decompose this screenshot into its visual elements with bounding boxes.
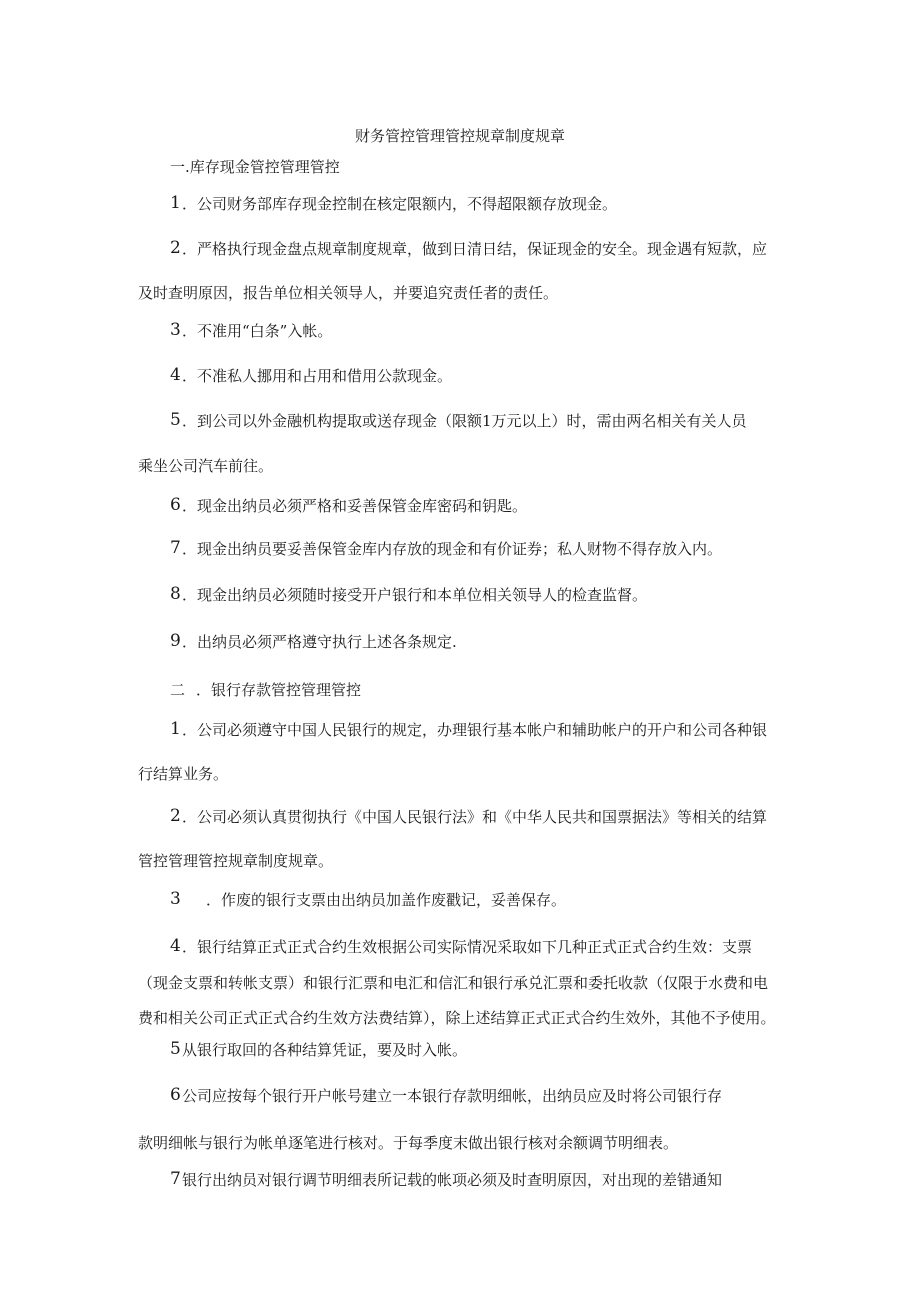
item-text: 银行出纳员对银行调节明细表所记载的帐项必须及时查明原因，对出现的差错通知 — [182, 1171, 723, 1189]
item-text: ．严格执行现金盘点规章制度规章，做到日清日结，保证现金的安全。现金遇有短款，应 — [182, 240, 768, 258]
item-number: 3 — [170, 889, 181, 909]
item-text: ．银行结算正式正式合约生效根据公司实际情况采取如下几种正式正式合约生效：支票 — [182, 938, 753, 956]
item-number: 3 — [170, 320, 181, 340]
item-text: 及时查明原因，报告单位相关领导人，并要追究责任者的责任。 — [138, 284, 559, 302]
item-number: 2 — [170, 806, 181, 826]
item-text: ．公司必须认真贯彻执行《中国人民银行法》和《中华人民共和国票据法》等相关的结算 — [182, 808, 768, 826]
item-number: 5 — [170, 1039, 181, 1059]
item-text: ．不准用“白条”入帐。 — [182, 322, 333, 340]
section-heading-number: 二 — [170, 681, 186, 699]
item-text: 款明细帐与银行为帐单逐笔进行核对。于每季度末做出银行核对余额调节明细表。 — [138, 1134, 679, 1152]
item-text: ．公司必须遵守中国人民银行的规定，办理银行基本帐户和辅助帐户的开户和公司各种银 — [182, 721, 768, 739]
item-text: ．不准私人挪用和占用和借用公款现金。 — [182, 367, 453, 385]
item-number: 1 — [170, 193, 181, 213]
item-text: 管控管理管控规章制度规章。 — [138, 852, 334, 870]
item-number: 9 — [170, 631, 181, 651]
item-number: 7 — [170, 538, 181, 558]
item-text: 从银行取回的各种结算凭证，要及时入帐。 — [182, 1041, 468, 1059]
item-number: 2 — [170, 238, 181, 258]
item-text: ．现金出纳员必须严格和妥善保管金库密码和钥匙。 — [182, 497, 528, 515]
item-text: 行结算业务。 — [138, 765, 229, 783]
item-text: ．到公司以外金融机构提取或送存现金（限额1万元以上）时，需由两名相关有关人员 — [182, 412, 747, 430]
item-text: （现金支票和转帐支票）和银行汇票和电汇和信汇和银行承兑汇票和委托收款（仅限于水费和电 — [138, 974, 769, 992]
item-text: ．出纳员必须严格遵守执行上述各条规定. — [182, 633, 457, 651]
item-number: 1 — [170, 719, 181, 739]
item-number: 6 — [170, 495, 181, 515]
item-text: 费和相关公司正式正式合约生效方法费结算），除上述结算正式正式合约生效外，其他不予使用。 — [138, 1009, 776, 1027]
item-text: 乘坐公司汽车前往。 — [138, 457, 274, 475]
item-number: 8 — [170, 584, 181, 604]
item-number: 4 — [170, 936, 181, 956]
document-title: 财务管控管理管控规章制度规章 — [354, 127, 565, 145]
item-number: 7 — [170, 1169, 181, 1189]
item-number: 5 — [170, 410, 181, 430]
item-number: 4 — [170, 365, 181, 385]
item-text: ．作废的银行支票由出纳员加盖作废戳记，妥善保存。 — [206, 891, 567, 909]
item-text: ．现金出纳员必须随时接受开户银行和本单位相关领导人的检查监督。 — [182, 586, 648, 604]
section-heading: 一.库存现金管控管理管控 — [170, 158, 340, 176]
item-text: 公司应按每个银行开户帐号建立一本银行存款明细帐，出纳员应及时将公司银行存 — [182, 1087, 723, 1105]
item-text: ．公司财务部库存现金控制在核定限额内，不得超限额存放现金。 — [182, 195, 618, 213]
item-number: 6 — [170, 1085, 181, 1105]
item-text: ．现金出纳员要妥善保管金库内存放的现金和有价证券；私人财物不得存放入内。 — [182, 540, 723, 558]
section-heading-text: ．银行存款管控管理管控 — [196, 681, 362, 699]
